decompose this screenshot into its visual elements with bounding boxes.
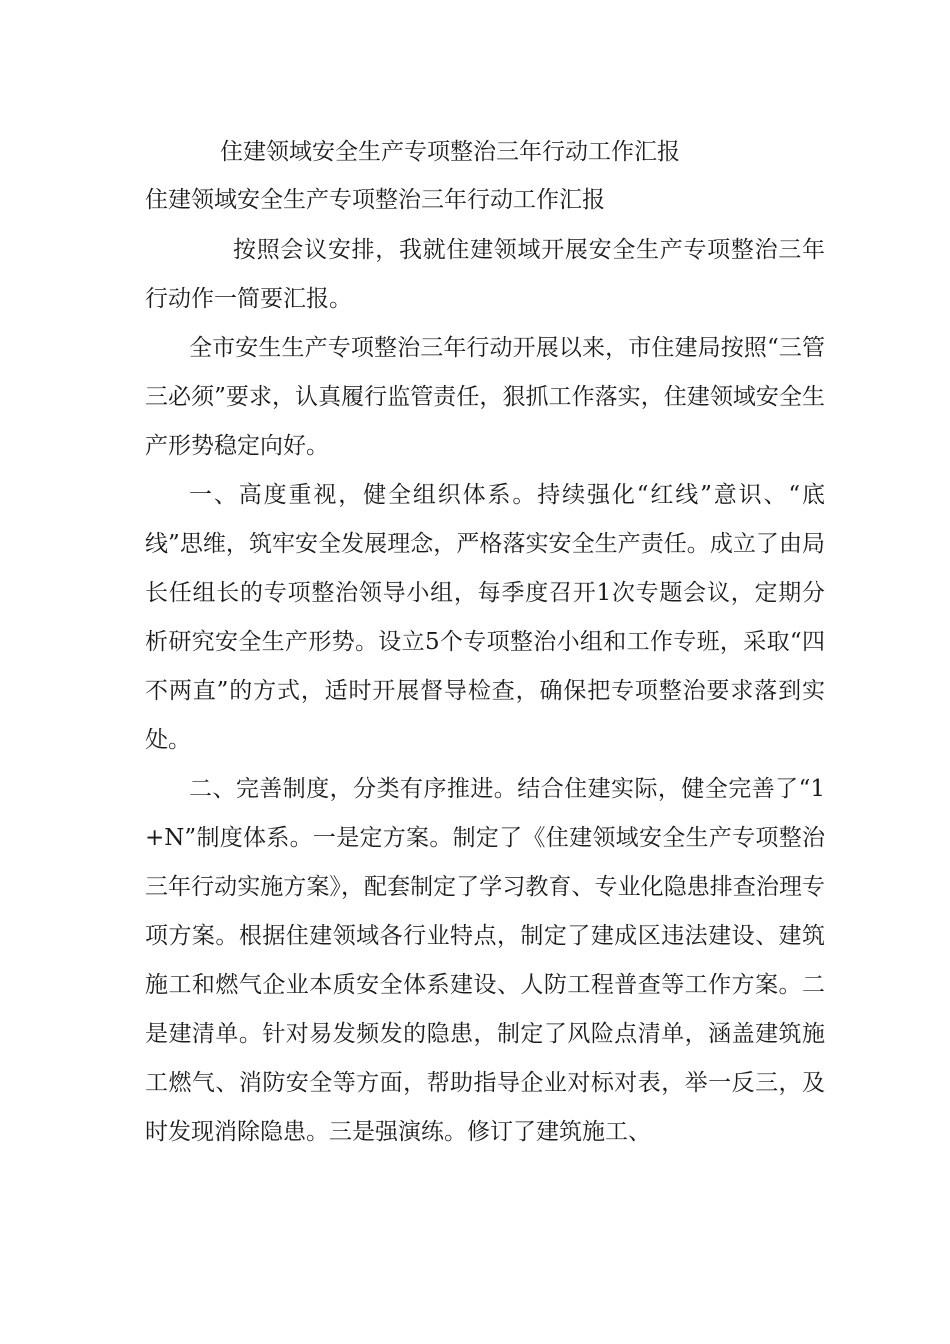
paragraph-overview: 全市安生生产专项整治三年行动开展以来，市住建局按照“三管三必须”要求，认真履行监管责任，狠抓工作落实，住建领域安全生产形势稳定向好。: [145, 335, 825, 459]
paragraph-intro: 按照会议安排，我就住建领域开展安全生产专项整治三年行动作一简要汇报。: [145, 237, 825, 312]
document-title: 住建领域安全生产专项整治三年行动工作汇报: [220, 139, 680, 165]
document-body: [145, 226, 825, 1157]
document-subtitle: 住建领域安全生产专项整治三年行动工作汇报: [145, 187, 605, 213]
paragraph-section-two: 二、完善制度，分类有序推进。结合住建实际，健全完善了“1+N”制度体系。一是定方案。制定了《住建领域安全生产专项整治三年行动实施方案》，配套制定了学习教育、专业化隐患排查治理专项方案。根据住建领域各行业特点，制定了建成区违法建设、建筑施工和燃气企业本质安全体系建设、人防工程普查等工作方案。二是建清单。针对易发频发的隐患，制定了风险点清单，涵盖建筑施工燃气、消防安全等方面，帮助指导企业对标对表，举一反三，及时发现消除隐患。三是强演练。修订了建筑施工、: [145, 776, 825, 1145]
paragraph-section-one: 一、高度重视，健全组织体系。持续强化“红线”意识、“底线”思维，筑牢安全发展理念，严格落实安全生产责任。成立了由局长任组长的专项整治领导小组，每季度召开1次专题会议，定期分析研究安全生产形势。设立5个专项整治小组和工作专班，采取“四不两直”的方式，适时开展督导检查，确保把专项整治要求落到实处。: [145, 482, 825, 753]
